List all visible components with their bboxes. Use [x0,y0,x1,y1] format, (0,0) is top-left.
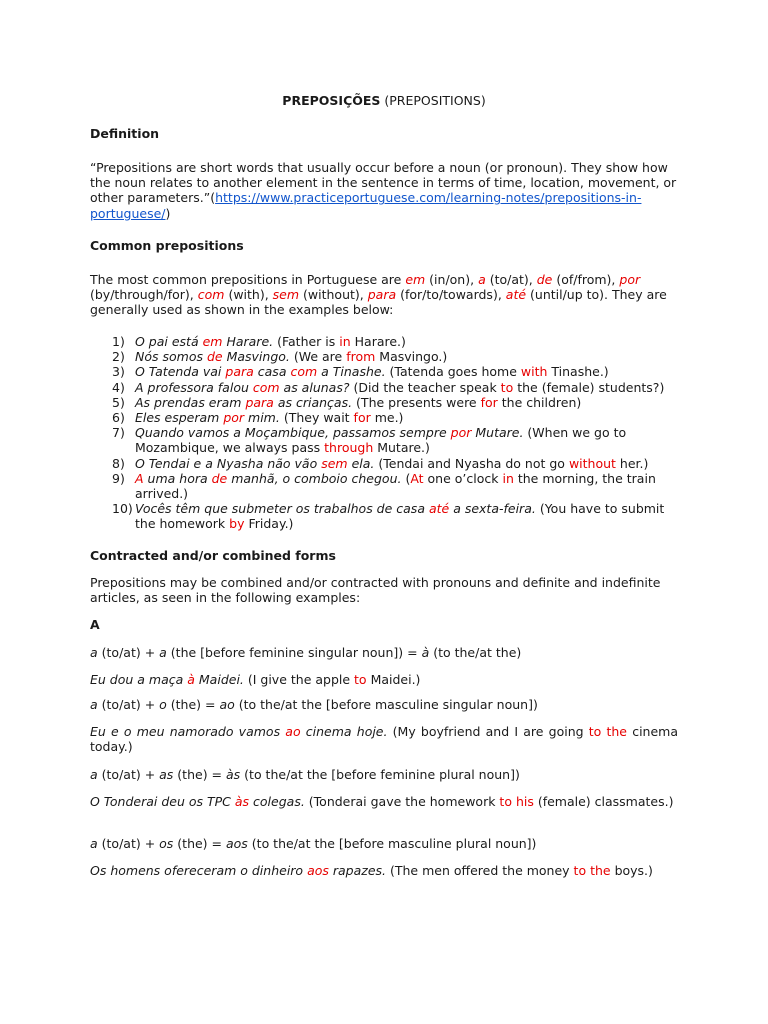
common-intro-part: por [619,272,641,287]
example-a-as-part: O Tonderai deu os TPC [90,794,235,809]
example-number: 4) [112,379,125,395]
example-part: ( [401,470,411,486]
example-part: Harare.) [350,334,406,349]
common-intro-part: (by/through/for), [90,287,198,303]
common-intro-part: a [478,272,486,287]
example-a-a-part: to [354,672,367,687]
rule-a-os-part: aos [225,836,248,851]
example-part: As prendas eram [135,394,246,410]
example-part: by [229,516,245,532]
example-item [90,349,678,364]
example-part: in [339,334,351,349]
example-part: Eles esperam [135,410,224,426]
example-part: from [346,349,376,365]
example-part: para [245,394,274,410]
common-intro-part: para [367,287,397,303]
example-part: Nós somos [135,349,207,365]
example-part: one o’clock [423,470,503,486]
page-title [0,93,768,108]
example-a-as-part: to his [499,794,534,809]
rule-a-a-part: (to/at) + [97,645,160,660]
example-part: Vocês têm que submeter os trabalhos de casa [135,501,429,517]
rule-a-as-part: (to/at) + [97,767,160,782]
example-part: A professora falou [135,379,253,395]
example-part: Harare. [222,334,274,349]
example-item [90,410,678,425]
example-item [90,380,678,395]
common-intro-part: (of/from), [552,272,620,287]
common-intro-part: até [505,287,527,303]
example-part: (Tendai and Nyasha do not go [374,455,569,471]
definition-text: “Prepositions are short words that usually occur before a noun (or pronoun). They show how the noun relates to another element in the sentence in terms of time, location, movement, or other parameters.”( [90,160,677,206]
example-a-o-part: Eu e o meu namorado vamos [90,724,286,739]
example-part: uma hora [143,470,212,486]
example-item [90,471,678,501]
example-part: para [225,364,254,380]
common-intro-part: (without), [299,287,368,303]
example-part: O pai está [135,334,203,349]
example-part: the children) [497,394,582,410]
example-number: 8) [112,455,125,471]
common-heading: Common prepositions [90,238,244,253]
title-rest: (PREPOSITIONS) [380,93,486,108]
example-a-as-part: colegas. [249,794,305,809]
example-a-a-part: à [187,672,195,687]
common-intro-part: The most common prepositions in Portuguese are [90,272,406,287]
example-part: to [500,379,514,395]
example-item [90,334,678,349]
common-intro-part: (to/at), [485,272,537,287]
example-a-o-part: to the [588,724,628,739]
contracted-heading: Contracted and/or combined forms [90,548,336,563]
rule-a-o-part: o [159,697,167,712]
example-part: Masvingo.) [375,349,448,365]
example-number: 2) [112,349,125,365]
example-a-as-part: às [234,794,250,809]
example-number: 9) [112,470,125,486]
example-number: 1) [112,334,125,349]
example-part: Quando vamos a Moçambique, passamos sempre [135,425,451,441]
common-intro-part: de [536,272,553,287]
rule-a-a [90,645,678,660]
example-part: a sexta-feira. [449,501,536,517]
rule-a-o-part: (to/at) + [97,697,160,712]
example-part: casa [253,364,291,380]
example-part: com [252,379,280,395]
rule-a-as-part: a [90,767,98,782]
example-part: de [211,470,228,486]
example-part: (Tatenda goes home [385,364,521,380]
example-number: 5) [112,394,125,410]
definition-paragraph [90,160,678,221]
example-a-o-part: cinema today.) [90,724,678,755]
example-part: (You have to submit the homework [135,501,665,532]
example-part: At [410,470,424,486]
example-a-a-part: Maidei. [194,672,244,687]
example-part: without [568,455,616,471]
example-part: the morning, the train arrived.) [135,470,656,502]
example-a-os-part: aos [307,863,329,878]
example-part: for [480,394,498,410]
common-intro-part: (for/to/towards), [396,287,506,303]
common-intro-part: sem [272,287,300,303]
rule-a-o-part: (to the/at the [before masculine singular noun]) [234,697,538,712]
example-part: Mutare. [471,425,524,441]
example-a-os-part: to the [573,863,611,878]
example-a-o-part: cinema hoje. [300,724,388,739]
rule-a-os-part: (to/at) + [97,836,160,851]
example-part: Masvingo. [222,349,290,365]
example-part: with [520,364,548,380]
common-intro-part: em [405,272,426,287]
example-part: ela. [347,455,375,471]
example-part: (Did the teacher speak [349,379,501,395]
rule-a-a-part: a [90,645,98,660]
examples-list [90,334,678,532]
example-part: em [202,334,223,349]
example-part: Mutare.) [373,440,430,456]
example-item [90,501,678,531]
example-part: (The presents were [352,394,481,410]
contracted-intro: Prepositions may be combined and/or contracted with pronouns and definite and indefinite articles, as seen in the following examples: [90,575,661,606]
rule-a-os-part: (the) = [173,836,226,851]
common-intro-part: (until/up to). They are generally used as shown in the examples below: [90,287,667,318]
example-part: (We are [289,349,347,365]
example-part: the (female) students?) [513,379,665,395]
example-part: de [206,349,223,365]
example-part: manhã, o comboio chegou. [227,470,402,486]
rule-a-a-part: à [421,645,430,660]
rule-a-o-part: a [90,697,98,712]
example-a-a-part: Maidei.) [366,672,421,687]
example-item [90,395,678,410]
example-item [90,364,678,379]
example-a-a [90,672,678,687]
rule-a-o-part: (the) = [166,697,220,712]
example-part: O Tendai e a Nyasha não vão [135,455,322,471]
example-a-as-part: (Tonderai gave the homework [304,794,500,809]
rule-a-as-part: as [159,767,174,782]
rule-a-os-part: a [90,836,98,851]
title-bold: PREPOSIÇÕES [282,93,381,108]
example-part: for [353,410,371,426]
example-a-o-part: (My boyfriend and I are going [387,724,589,739]
rule-a-o-part: ao [219,697,235,712]
example-a-os-part: Os homens ofereceram o dinheiro [90,863,308,878]
common-intro-part: com [197,287,225,303]
rule-a-as-part: (the) = [173,767,226,782]
example-number: 10) [112,501,133,517]
example-a-o [90,724,678,754]
example-part: (They wait [279,410,354,426]
example-item [90,456,678,471]
rule-a-as-part: (to the/at the [before feminine plural noun]) [240,767,520,782]
example-a-os-part: rapazes. [328,863,386,878]
example-number: 7) [112,425,125,441]
example-part: com [290,364,318,380]
rule-a-a-part: (the [before feminine singular noun]) = [166,645,422,660]
common-intro-part: (with), [224,287,273,303]
example-part: por [223,410,245,426]
example-part: Friday.) [244,516,294,532]
rule-a-os [90,836,678,851]
common-intro [90,272,678,318]
example-part: por [450,425,472,441]
example-a-a-part: Eu dou a maça [90,672,188,687]
example-part: in [502,470,514,486]
example-part: (Father is [273,334,340,349]
example-part: through [324,440,374,456]
example-part: O Tatenda vai [135,364,226,380]
example-part: (When we go to Mozambique, we always pass [135,425,627,456]
example-part: a Tinashe. [317,364,386,380]
common-intro-part: (in/on), [425,272,479,287]
source-link[interactable]: https://www.practiceportuguese.com/learning-notes/prepositions-in-portuguese/ [90,190,642,221]
rule-a-os-part: (to the/at the [before masculine plural noun]) [247,836,537,851]
example-part: me.) [370,410,404,426]
example-a-as [90,794,678,809]
rule-a-as-part: às [226,767,241,782]
example-a-os-part: boys.) [610,863,653,878]
example-a-a-part: (I give the apple [243,672,355,687]
example-part: mim. [244,410,280,426]
rule-a-o [90,697,678,712]
example-part: A [135,470,144,486]
example-number: 6) [112,410,125,426]
example-a-o-part: ao [285,724,301,739]
rule-a-as [90,767,678,782]
example-part: as alunas? [279,379,350,395]
definition-after: ) [165,205,171,221]
example-number: 3) [112,364,125,380]
example-part: her.) [615,455,649,471]
rule-a-a-part: (to the/at the) [429,645,522,660]
section-a-heading: A [90,617,100,632]
example-a-as-part: (female) classmates.) [533,794,674,809]
example-part: Tinashe.) [547,364,609,380]
definition-heading: Definition [90,126,160,141]
example-a-os-part: (The men offered the money [386,863,574,878]
example-a-os [90,863,678,878]
example-item [90,425,678,455]
example-part: sem [321,455,348,471]
example-part: até [428,501,450,517]
rule-a-a-part: a [159,645,167,660]
rule-a-os-part: os [159,836,174,851]
example-part: as crianças. [273,394,353,410]
